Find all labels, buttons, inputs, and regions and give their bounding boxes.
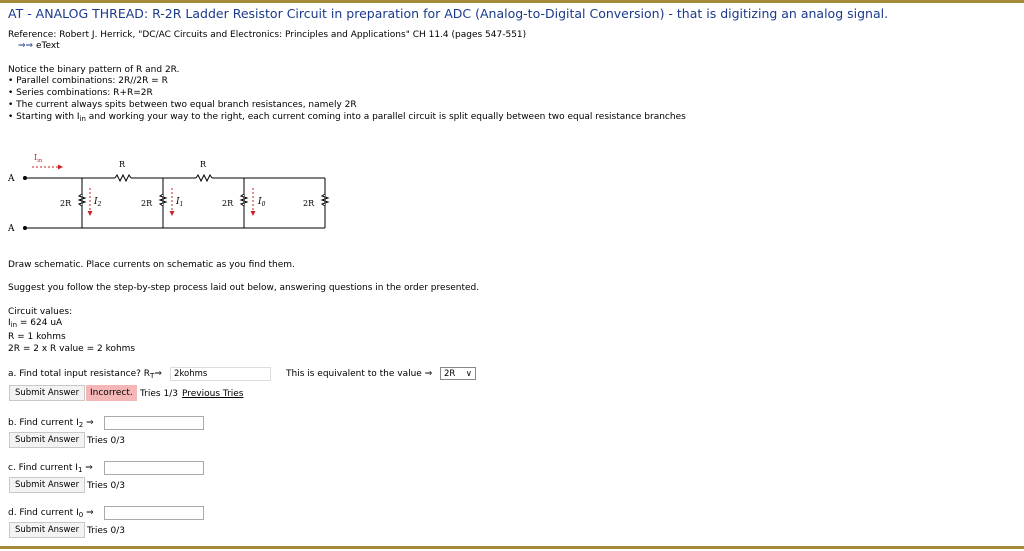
i2-label: $I_2$ <box>94 197 102 208</box>
answer-a-input[interactable]: 2kohms <box>170 367 271 381</box>
submit-answer-b-button[interactable]: Submit Answer <box>9 432 85 448</box>
bullet-4-post: and working your way to the right, each current coming into a parallel circuit is split equally between two equal resistance branches <box>85 112 686 122</box>
bullet-4: • Starting with $I_{in}$ and working your way to the right, each current coming into a parallel circuit is split equally between two equal resistance branches <box>8 112 686 123</box>
resistor-r2 <box>196 175 212 181</box>
question-d-pre: d. Find current I <box>8 508 79 518</box>
i0-arrow-head <box>251 211 256 216</box>
answer-b-input[interactable] <box>104 416 204 430</box>
bottom-border-bar <box>0 546 1024 549</box>
reference-text: Reference: Robert J. Herrick, "DC/AC Circuits and Electronics: Principles and Applications" CH 11.4 (pages 547-551) <box>8 30 527 40</box>
branch-1-label: 2R <box>60 199 72 208</box>
tries-a: Tries 1/3 <box>140 389 178 399</box>
node-a-bottom-label: A <box>8 224 15 234</box>
iin-value-pre: I <box>8 318 11 328</box>
r-label-1: R <box>119 160 126 169</box>
i1-label: $I_1$ <box>176 197 184 208</box>
question-c-pre: c. Find current I <box>8 463 78 473</box>
question-b-pre: b. Find current I <box>8 418 79 428</box>
instruction-draw: Draw schematic. Place currents on schematic as you find them. <box>8 260 295 270</box>
submit-answer-d-button[interactable]: Submit Answer <box>9 522 85 538</box>
arrow-icon: ⇒ <box>154 369 162 379</box>
question-d-sub: 0 <box>78 511 84 519</box>
tries-d: Tries 0/3 <box>87 526 125 536</box>
previous-tries-link[interactable]: Previous Tries <box>182 389 244 399</box>
bullet-1-text: Parallel combinations: 2R//2R = R <box>16 76 168 86</box>
node-a-top-label: A <box>8 174 15 184</box>
branch-2-label: 2R <box>141 199 153 208</box>
iin-value-post: = 624 uA <box>17 318 63 328</box>
question-b-label <box>8 418 94 429</box>
etext-label: eText <box>35 41 60 51</box>
instruction-follow: Suggest you follow the step-by-step process laid out below, answering questions in the order presented. <box>8 283 480 293</box>
bullet-2-text: Series combinations: R+R=2R <box>16 88 153 98</box>
question-d-label <box>8 508 94 519</box>
answer-d-input[interactable] <box>104 506 204 520</box>
answer-c-input[interactable] <box>104 461 204 475</box>
bullet-2: • Series combinations: R+R=2R <box>8 88 153 98</box>
i2-arrow-head <box>88 211 93 216</box>
resistor-2r-3 <box>241 194 247 206</box>
top-border-bar <box>0 0 1024 3</box>
question-a-pre: a. Find total input resistance? R <box>8 369 151 379</box>
i1-arrow-head <box>170 211 175 216</box>
r2-value: 2R = 2 x R value = 2 kohms <box>8 344 136 354</box>
notice-text: Notice the binary pattern of R and 2R. <box>8 65 180 75</box>
double-arrow-icon: ⇒⇒ <box>18 41 34 51</box>
branch-3-label: 2R <box>222 199 234 208</box>
question-a-label <box>8 369 162 380</box>
i0-label: $I_0$ <box>258 197 266 208</box>
arrow-icon: ⇒ <box>86 508 94 518</box>
iin-value-sub: in <box>10 321 18 329</box>
arrow-icon: ⇒ <box>85 463 93 473</box>
submit-answer-a-button[interactable]: Submit Answer <box>9 385 85 401</box>
question-a-sub: T <box>150 372 155 380</box>
bullet-1: • Parallel combinations: 2R//2R = R <box>8 76 168 86</box>
resistor-2r-4 <box>322 194 328 206</box>
incorrect-status: Incorrect. <box>86 385 137 401</box>
iin-arrow-head <box>58 165 63 170</box>
resistor-2r-2 <box>160 194 166 206</box>
tries-b: Tries 0/3 <box>87 436 125 446</box>
r-value: R = 1 kohms <box>8 332 66 342</box>
bullet-3: • The current always spits between two equal branch resistances, namely 2R <box>8 100 357 110</box>
question-c-sub: 1 <box>77 466 83 474</box>
bullet-3-text: The current always spits between two equal branch resistances, namely 2R <box>16 100 357 110</box>
equivalent-text: This is equivalent to the value ⇒ <box>286 369 433 379</box>
equivalent-select-value: 2R <box>444 369 456 379</box>
arrow-icon: ⇒ <box>86 418 94 428</box>
iin-label: $I_{in}$ <box>34 153 43 164</box>
ladder-schematic <box>0 148 340 238</box>
submit-answer-c-button[interactable]: Submit Answer <box>9 477 85 493</box>
page-title: AT - ANALOG THREAD: R-2R Ladder Resistor Circuit in preparation for ADC (Analog-to-Digital Conversion) - that is digitizing an analog signal. <box>8 6 889 21</box>
circuit-values-heading: Circuit values: <box>8 307 73 317</box>
question-c-label <box>8 463 93 474</box>
question-b-sub: 2 <box>78 421 84 429</box>
bullet-4-pre: Starting with I <box>16 112 80 122</box>
equivalent-select[interactable] <box>440 367 476 380</box>
branch-4-label: 2R <box>303 199 315 208</box>
chevron-down-icon: ∨ <box>465 369 472 379</box>
resistor-2r-1 <box>79 194 85 206</box>
etext-link[interactable] <box>18 41 60 51</box>
r-label-2: R <box>200 160 207 169</box>
resistor-r1 <box>115 175 131 181</box>
iin-value <box>8 318 62 329</box>
bullet-4-sub: in <box>79 115 86 123</box>
tries-c: Tries 0/3 <box>87 481 125 491</box>
